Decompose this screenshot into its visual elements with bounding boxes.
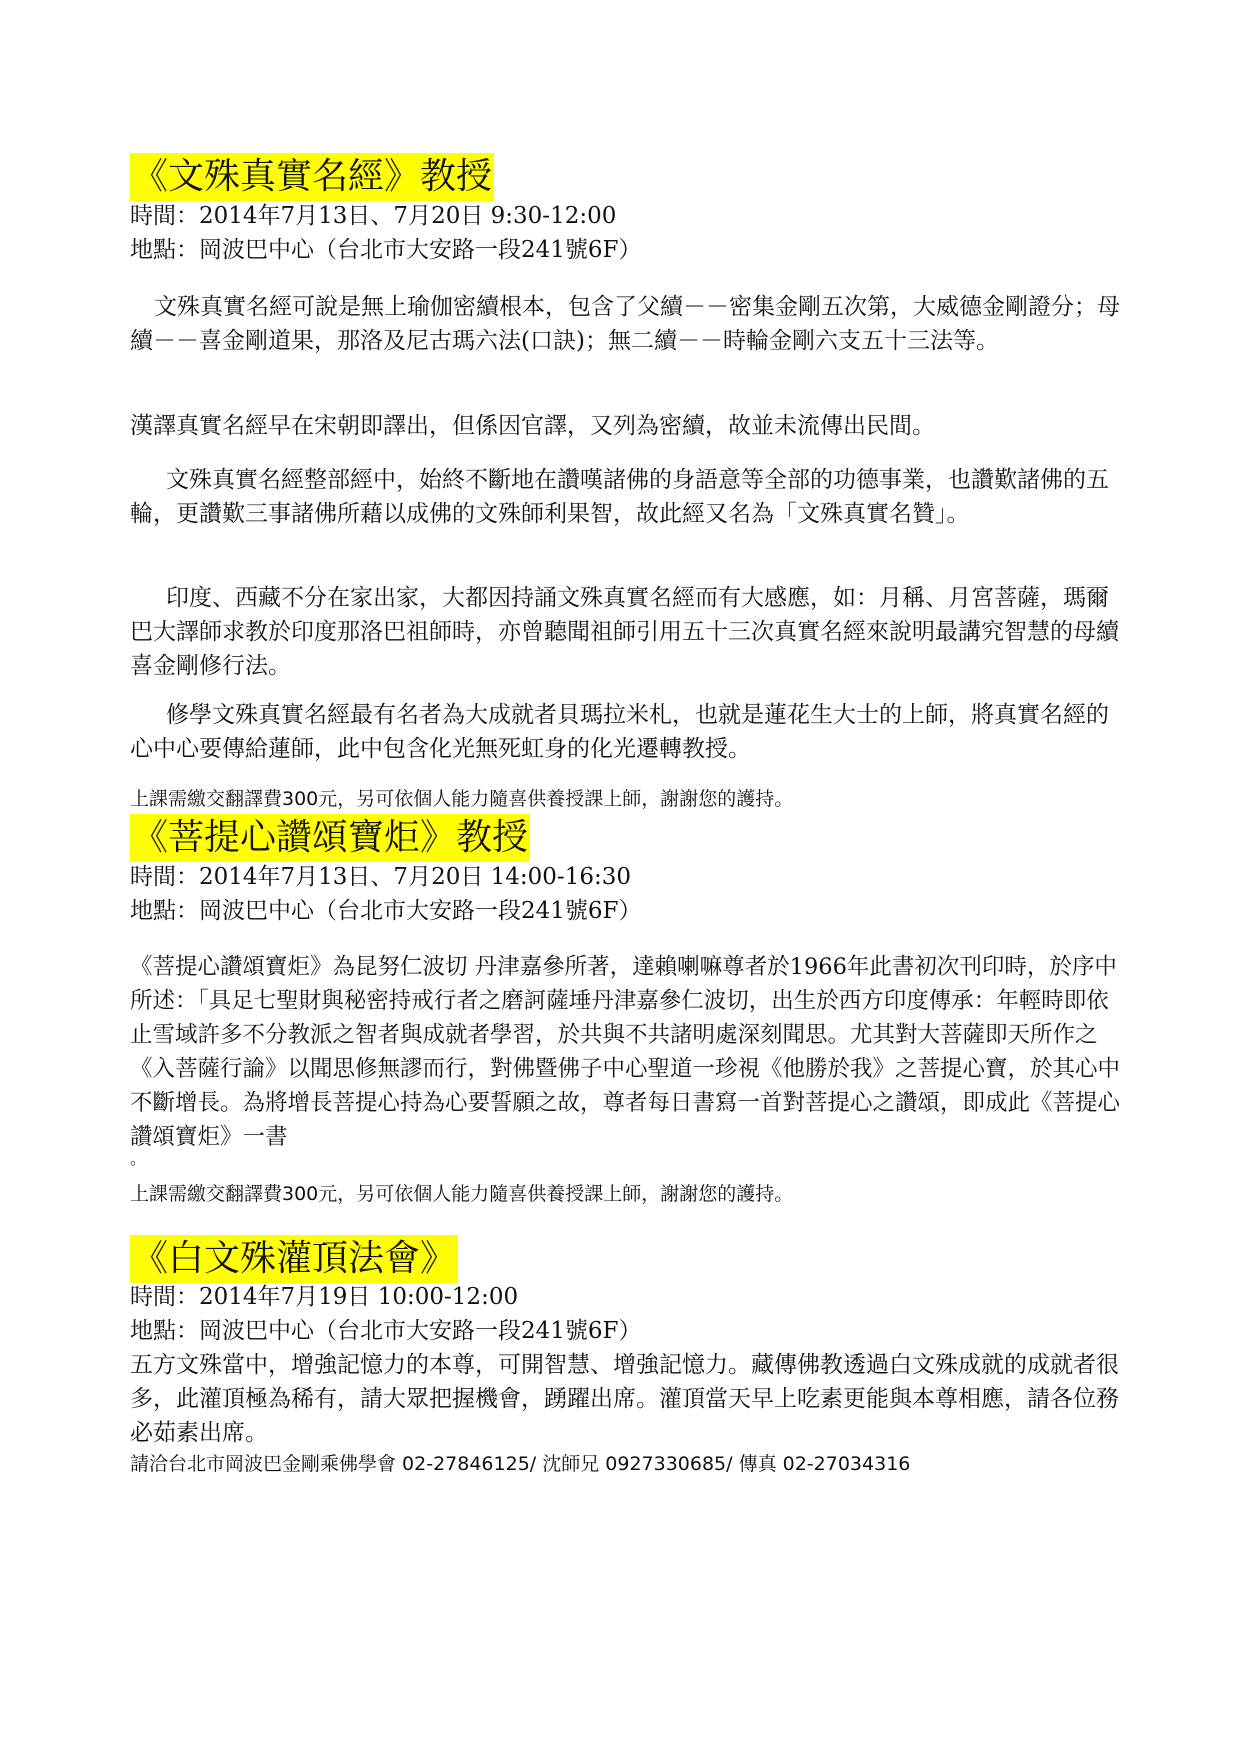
section2-fee-note: 上課需繳交翻譯費300元，另可依個人能力隨喜供養授課上師，謝謝您的護持。 (130, 1183, 794, 1205)
section1-time: 時間：2014年7月13日、7月20日 9:30-12:00 (130, 203, 617, 229)
section1-paragraph-5: 修學文殊真實名經最有名者為大成就者貝瑪拉米札，也就是蓮花生大士的上師，將真實名經的心中心要傳給蓮師，此中包含化光無死虹身的化光遷轉教授。 (130, 702, 1109, 762)
section3-title: 《白文殊灌頂法會》 (130, 1235, 458, 1283)
section1-fee-note: 上課需繳交翻譯費300元，另可依個人能力隨喜供養授課上師，謝謝您的護持。 (130, 788, 794, 810)
section3-contact: 請洽台北市岡波巴金剛乘佛學會 02-27846125/ 沈師兄 0927330685/ 傳真 02-27034316 (130, 1453, 911, 1475)
section1-paragraph-3: 文殊真實名經整部經中，始終不斷地在讚嘆諸佛的身語意等全部的功德事業，也讚歎諸佛的五輪，更讚歎三事諸佛所藉以成佛的文殊師利果智，故此經又名為「文殊真實名贊」。 (130, 467, 1109, 527)
section2-title: 《菩提心讚頌寶炬》教授 (130, 814, 530, 862)
section3-time: 時間：2014年7月19日 10:00-12:00 (130, 1284, 519, 1310)
section1-paragraph-4: 印度、西藏不分在家出家，大都因持誦文殊真實名經而有大感應，如：月稱、月宮菩薩，瑪爾巴大譯師求教於印度那洛巴祖師時，亦曾聽聞祖師引用五十三次真實名經來說明最講究智慧的母續喜金剛修行法。 (130, 585, 1119, 679)
section2-location: 地點：岡波巴中心（台北市大安路一段241號6F） (130, 898, 642, 924)
section1-paragraph-1: 文殊真實名經可說是無上瑜伽密續根本，包含了父續－－密集金剛五次第，大威德金剛證分；母續－－喜金剛道果，那洛及尼古瑪六法(口訣)；無二續－－時輪金剛六支五十三法等。 (130, 294, 1120, 354)
section3-location: 地點：岡波巴中心（台北市大安路一段241號6F） (130, 1318, 642, 1344)
section3-paragraph: 五方文殊當中，增強記憶力的本尊，可開智慧、增強記憶力。藏傳佛教透過白文殊成就的成就者很多，此灌頂極為稀有，請大眾把握機會，踴躍出席。灌頂當天早上吃素更能與本尊相應，請各位務必茹素出席。 (130, 1352, 1119, 1446)
section2-trailing-mark: 。 (130, 1149, 147, 1168)
section1-paragraph-2: 漢譯真實名經早在宋朝即譯出，但係因官譯，又列為密續，故並未流傳出民間。 (130, 413, 935, 439)
section1-title: 《文殊真實名經》教授 (130, 153, 494, 201)
section1-location: 地點：岡波巴中心（台北市大安路一段241號6F） (130, 237, 642, 263)
section2-paragraph: 《菩提心讚頌寶炬》為昆努仁波切 丹津嘉參所著，達賴喇嘛尊者於1966年此書初次刊印時，於序中所述：「具足七聖財與秘密持戒行者之磨訶薩埵丹津嘉參仁波切，出生於西方印度傳承：年輕時即依止雪域許多不分教派之智者與成就者學習，於共與不共諸明處深刻聞思。尤其對大菩薩即天所作之《入菩薩行論》以聞思修無謬而行，對佛暨佛子中心聖道一珍視《他勝於我》之菩提心寶，於其心中不斷增長。為將增長菩提心持為心要誓願之故，尊者每日書寫一首對菩提心之讚頌，即成此《菩提心讚頌寶炬》一書 (130, 954, 1121, 1150)
section2-time: 時間：2014年7月13日、7月20日 14:00-16:30 (130, 864, 631, 890)
